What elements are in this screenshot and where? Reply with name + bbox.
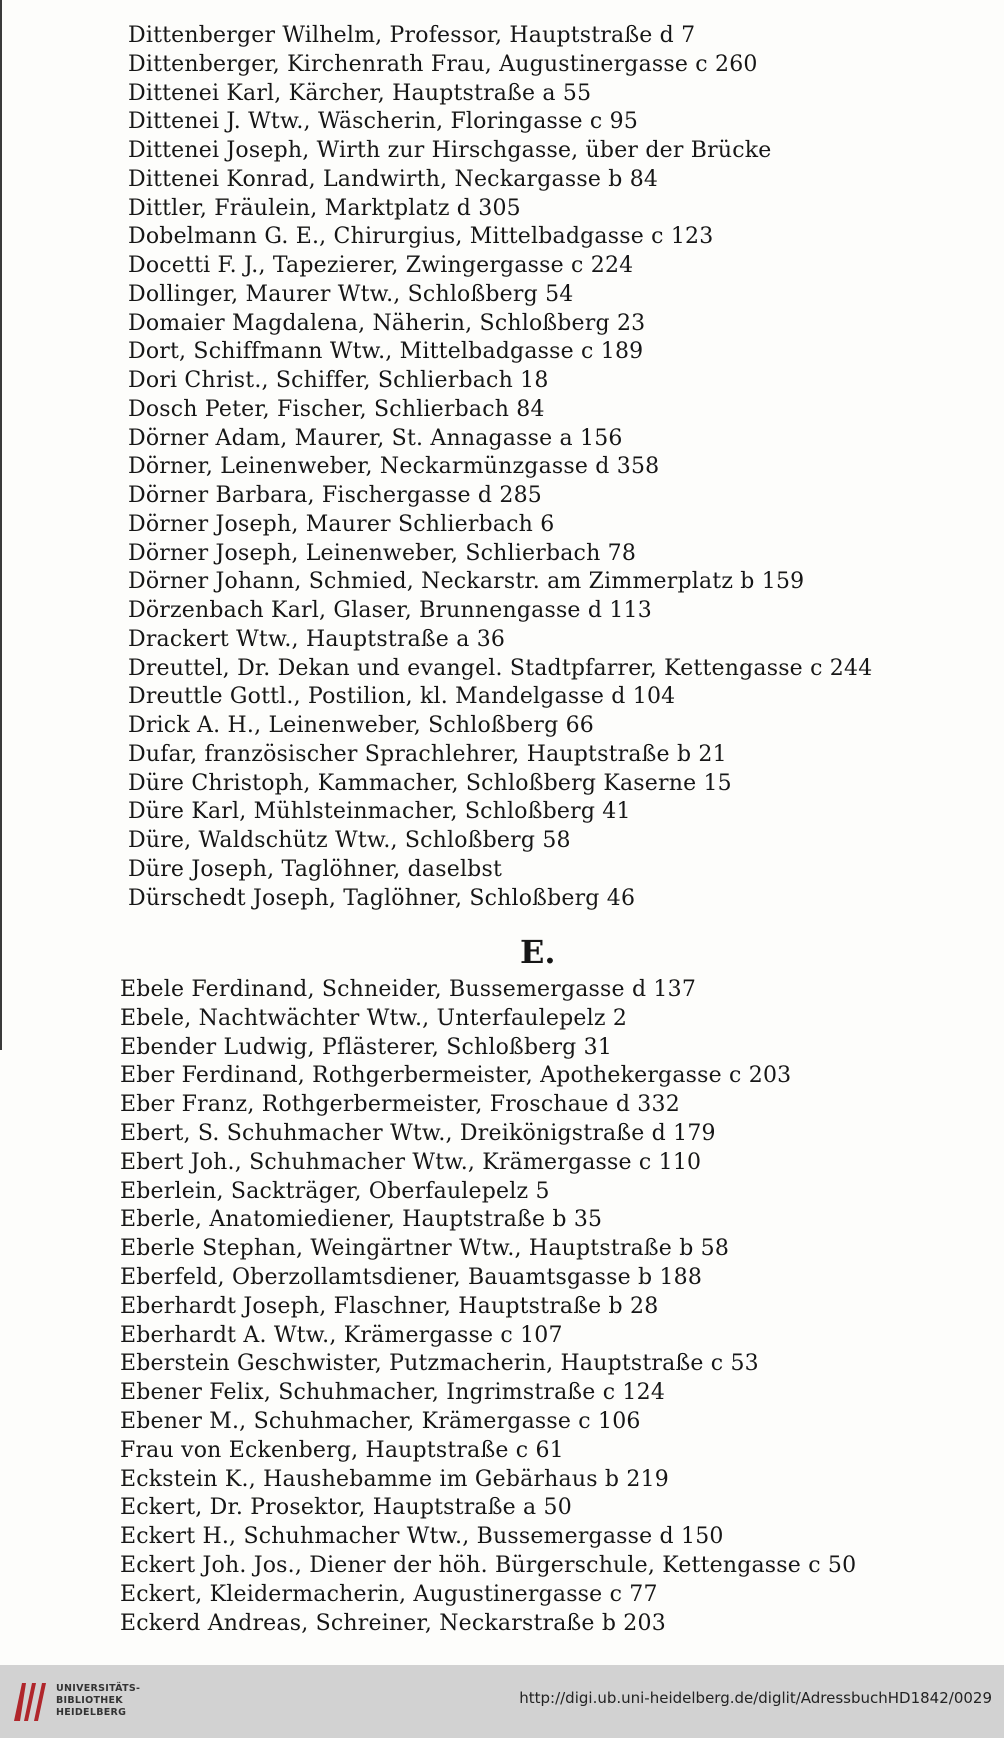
list-item: Eberlein, Sackträger, Oberfaulepelz 5: [120, 1178, 550, 1204]
list-item: Dittenei Joseph, Wirth zur Hirschgasse, über der Brücke: [128, 138, 772, 163]
list-item: Dörner Joseph, Leinenweber, Schlierbach 78: [128, 540, 637, 566]
list-item: Dittenei Karl, Kärcher, Hauptstraße a 55: [128, 80, 592, 106]
list-item: Dörner Adam, Maurer, St. Annagasse a 156: [128, 425, 623, 451]
library-name: [56, 1683, 140, 1719]
list-item: Dort, Schiffmann Wtw., Mittelbadgasse c 189: [128, 339, 644, 365]
list-item: Eckert, Dr. Prosektor, Hauptstraße a 50: [120, 1495, 572, 1521]
list-item: Düre, Waldschütz Wtw., Schloßberg 58: [128, 828, 571, 853]
footer-bar: [0, 1665, 1004, 1738]
list-item: Dörner Joseph, Maurer Schlierbach 6: [128, 511, 555, 537]
list-item: Dori Christ., Schiffer, Schlierbach 18: [128, 368, 549, 393]
left-margin-rule: [0, 0, 2, 1050]
list-item: Dittenberger Wilhelm, Professor, Hauptstraße d 7: [128, 23, 696, 48]
list-item: Eckerd Andreas, Schreiner, Neckarstraße b 203: [120, 1610, 666, 1636]
entry-list-e: [120, 976, 990, 1638]
list-item: Eckert H., Schuhmacher Wtw., Bussemergasse d 150: [120, 1524, 724, 1550]
list-item: Eberle, Anatomiediener, Hauptstraße b 35: [120, 1207, 603, 1233]
list-item: Eberhardt A. Wtw., Krämergasse c 107: [120, 1322, 563, 1348]
list-item: Dörzenbach Karl, Glaser, Brunnengasse d 113: [128, 598, 652, 623]
university-library-logo-icon: [10, 1677, 50, 1725]
list-item: Düre Christoph, Kammacher, Schloßberg Kaserne 15: [128, 770, 732, 796]
list-item: Dittenei Konrad, Landwirth, Neckargasse b 84: [128, 166, 659, 192]
list-item: Eberfeld, Oberzollamtsdiener, Bauamtsgasse b 188: [120, 1264, 703, 1290]
library-name-line: HEIDELBERG: [56, 1707, 127, 1718]
list-item: Eberle Stephan, Weingärtner Wtw., Hauptstraße b 58: [120, 1236, 730, 1262]
list-item: Düre Joseph, Taglöhner, daselbst: [128, 856, 502, 882]
list-item: Docetti F. J., Tapezierer, Zwingergasse c 224: [128, 253, 634, 278]
list-item: Ebener Felix, Schuhmacher, Ingrimstraße c 124: [120, 1380, 666, 1406]
list-item: Drick A. H., Leinenweber, Schloßberg 66: [128, 713, 594, 738]
list-item: Dörner Barbara, Fischergasse d 285: [128, 483, 542, 508]
list-item: Frau von Eckenberg, Hauptstraße c 61: [120, 1437, 564, 1463]
list-item: Ebert, S. Schuhmacher Wtw., Dreikönigstraße d 179: [120, 1120, 716, 1146]
library-name-line: UNIVERSITÄTS-: [56, 1683, 141, 1694]
list-item: Dufar, französischer Sprachlehrer, Hauptstraße b 21: [128, 741, 727, 767]
list-item: Düre Karl, Mühlsteinmacher, Schloßberg 41: [128, 799, 631, 825]
list-item: Dürschedt Joseph, Taglöhner, Schloßberg 46: [128, 885, 636, 911]
library-name-line: BIBLIOTHEK: [56, 1695, 123, 1706]
section-letter-heading: E.: [520, 933, 556, 971]
list-item: Dittenei J. Wtw., Wäscherin, Floringasse c 95: [128, 109, 639, 135]
list-item: Eber Ferdinand, Rothgerbermeister, Apothekergasse c 203: [120, 1063, 792, 1089]
list-item: Eberhardt Joseph, Flaschner, Hauptstraße b 28: [120, 1293, 659, 1319]
list-item: Ebener M., Schuhmacher, Krämergasse c 106: [120, 1408, 641, 1434]
list-item: Dittler, Fräulein, Marktplatz d 305: [128, 195, 521, 221]
list-item: Domaier Magdalena, Näherin, Schloßberg 23: [128, 310, 646, 336]
list-item: Ebert Joh., Schuhmacher Wtw., Krämergasse c 110: [120, 1149, 702, 1175]
list-item: Dollinger, Maurer Wtw., Schloßberg 54: [128, 281, 574, 307]
list-item: Dreuttle Gottl., Postilion, kl. Mandelgasse d 104: [128, 684, 676, 710]
list-item: Eckstein K., Haushebamme im Gebärhaus b 219: [120, 1466, 669, 1492]
list-item: Ebele Ferdinand, Schneider, Bussemergasse d 137: [120, 977, 697, 1002]
list-item: Dittenberger, Kirchenrath Frau, Augustinergasse c 260: [128, 51, 758, 77]
list-item: Dörner, Leinenweber, Neckarmünzgasse d 358: [128, 454, 660, 480]
list-item: Eber Franz, Rothgerbermeister, Froschaue d 332: [120, 1092, 680, 1118]
entry-list-d: [128, 22, 988, 913]
source-url-link[interactable]: http://digi.ub.uni-heidelberg.de/diglit/AdressbuchHD1842/0029: [519, 1689, 992, 1707]
list-item: Dreuttel, Dr. Dekan und evangel. Stadtpfarrer, Kettengasse c 244: [128, 655, 873, 681]
list-item: Drackert Wtw., Hauptstraße a 36: [128, 626, 506, 652]
list-item: Eberstein Geschwister, Putzmacherin, Hauptstraße c 53: [120, 1351, 759, 1377]
list-item: Ebele, Nachtwächter Wtw., Unterfaulepelz 2: [120, 1005, 628, 1031]
list-item: Dobelmann G. E., Chirurgius, Mittelbadgasse c 123: [128, 224, 714, 250]
list-item: Dörner Johann, Schmied, Neckarstr. am Zimmerplatz b 159: [128, 569, 805, 595]
list-item: Ebender Ludwig, Pflästerer, Schloßberg 31: [120, 1034, 613, 1060]
list-item: Eckert Joh. Jos., Diener der höh. Bürgerschule, Kettengasse c 50: [120, 1552, 857, 1578]
list-item: Eckert, Kleidermacherin, Augustinergasse c 77: [120, 1581, 658, 1607]
list-item: Dosch Peter, Fischer, Schlierbach 84: [128, 396, 545, 422]
